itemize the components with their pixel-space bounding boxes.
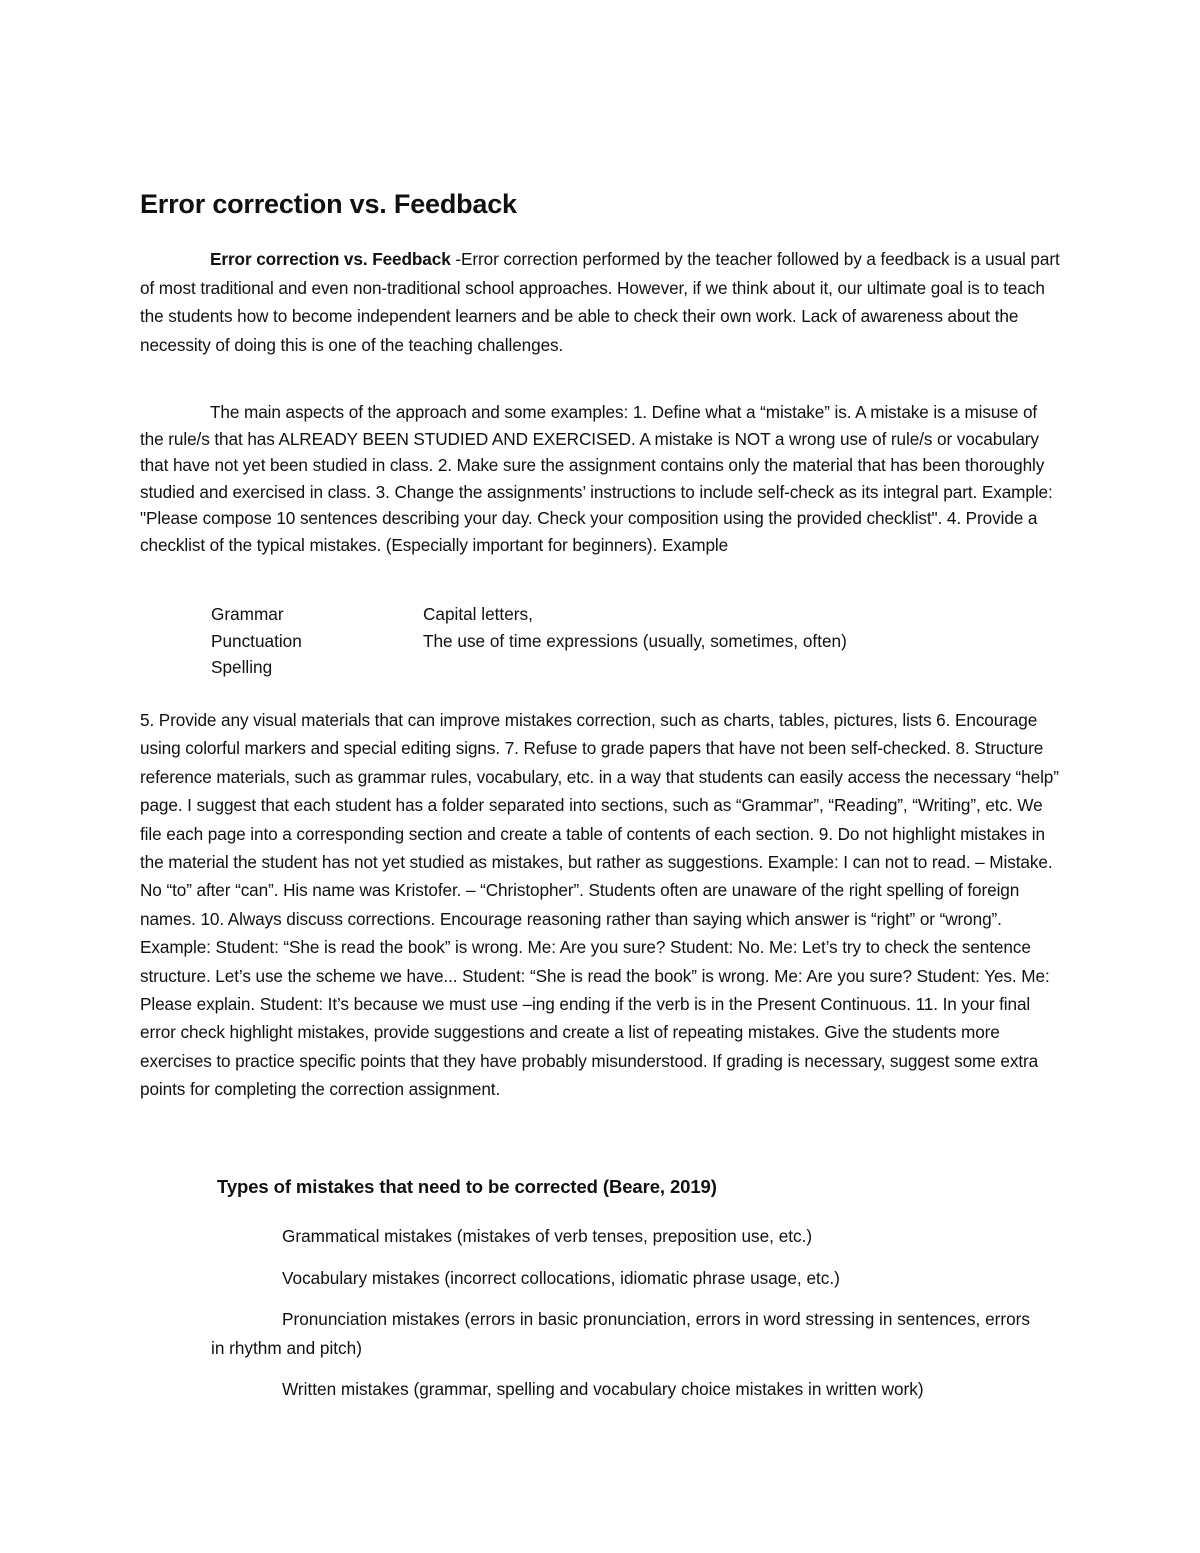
checklist-example [211, 601, 1011, 681]
document-title: Error correction vs. Feedback [140, 189, 517, 219]
checklist-category: Punctuation [211, 630, 302, 651]
approach-paragraph: The main aspects of the approach and some examples: 1. Define what a “mistake” is. A mistake is a misuse of the rule/s that has ALREADY BEEN STUDIED AND EXERCISED. A mistake is NOT a wrong use of rule/s or vocabulary that have not yet been studied in class. 2. Make sure the assignment contains only the material that has been thoroughly studied and exercised in class. 3. Change the assignments’ instructions to include self-check as its integral part. Example: "Please compose 10 sentences describing your day. Check your composition using the provided checklist". 4. Provide a checklist of the typical mistakes. (Especially important for beginners). Example [140, 402, 1053, 555]
mistake-type-item: Written mistakes (grammar, spelling and vocabulary choice mistakes in written work) [282, 1379, 924, 1399]
steps-paragraph: 5. Provide any visual materials that can improve mistakes correction, such as charts, tables, pictures, lists 6. Encourage using colorful markers and special editing signs. 7. Refuse to grade papers that have not been self-checked. 8. Structure reference materials, such as grammar rules, vocabulary, etc. in a way that students can easily access the necessary “help” page. I suggest that each student has a folder separated into sections, such as “Grammar”, “Reading”, “Writing”, etc. We file each page into a corresponding section and create a table of contents of each section. 9. Do not highlight mistakes in the material the student has not yet studied as mistakes, but rather as suggestions. Example: I can not to read. – Mistake. No “to” after “can”. His name was Kristofer. – “Christopher”. Students often are unaware of the right spelling of foreign names. 10. Always discuss corrections. Encourage reasoning rather than saying which answer is “right” or “wrong”. Example: Student: “She is read the book” is wrong. Me: Are you sure? Student: No. Me: Let’s try to check the sentence structure. Let’s use the scheme we have... Student: “She is read the book” is wrong. Me: Are you sure? Student: Yes. Me: Please explain. Student: It’s because we must use –ing ending if the verb is in the Present Continuous. 11. In your final error check highlight mistakes, provide suggestions and create a list of repeating mistakes. Give the students more exercises to practice specific points that they have probably misunderstood. If grading is necessary, suggest some extra points for completing the correction assignment. [140, 710, 1059, 1100]
intro-paragraph [140, 245, 1065, 359]
intro-lead-bold: Error correction vs. Feedback [210, 249, 451, 269]
checklist-row [211, 601, 1011, 628]
checklist-category: Grammar [211, 604, 284, 624]
checklist-row [211, 654, 1011, 681]
checklist-category: Spelling [211, 657, 273, 677]
mistake-types-list [211, 1222, 1031, 1417]
checklist-item: The use of time expressions (usually, sometimes, often) [423, 630, 847, 651]
mistake-type-item: Grammatical mistakes (mistakes of verb tenses, preposition use, etc.) [282, 1226, 813, 1246]
checklist-row [211, 628, 1011, 655]
mistake-type-item: Pronunciation mistakes (errors in basic pronunciation, errors in word stressing in sentences, errors in rhythm and pitch) [211, 1309, 1030, 1358]
checklist-item: Capital letters, [423, 604, 533, 624]
intro-body: -Error correction performed by the teacher followed by a feedback is a usual part of most traditional and even non-traditional school approaches. However, if we think about it, our ultimate goal is to teach the students how to become independent learners and be able to check their own work. Lack of awareness about the necessity of doing this is one of the teaching challenges. [140, 249, 1060, 355]
types-subheading: Types of mistakes that need to be corrected (Beare, 2019) [217, 1176, 717, 1197]
mistake-type-item: Vocabulary mistakes (incorrect collocations, idiomatic phrase usage, etc.) [282, 1267, 840, 1288]
